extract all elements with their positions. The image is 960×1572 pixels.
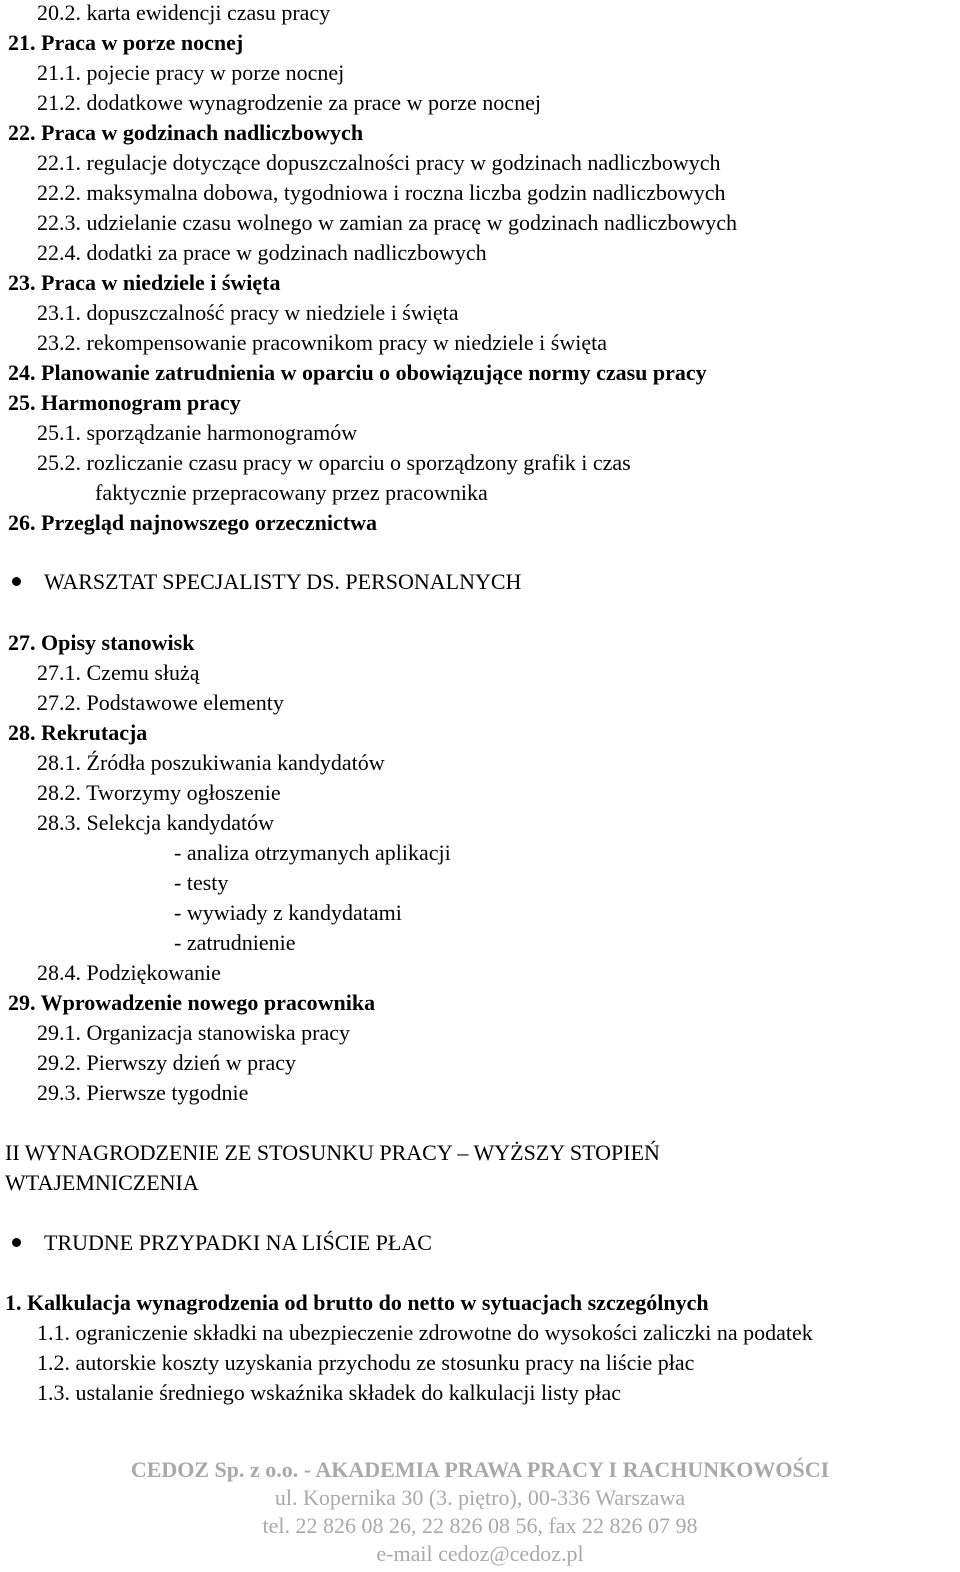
toc-line-21-2: 21.2. dodatkowe wynagrodzenie za prace w porze nocnej bbox=[37, 90, 541, 115]
toc-line-28-2: 28.2. Tworzymy ogłoszenie bbox=[37, 780, 281, 805]
toc-line-23-2: 23.2. rekompensowanie pracownikom pracy w niedziele i święta bbox=[37, 330, 607, 355]
bullet-icon bbox=[12, 577, 21, 586]
toc-line-25-2: 25.2. rozliczanie czasu pracy w oparciu o sporządzony grafik i czas bbox=[37, 450, 631, 475]
toc-heading-26: 26. Przegląd najnowszego orzecznictwa bbox=[8, 510, 378, 535]
toc-line-27-1: 27.1. Czemu służą bbox=[37, 660, 200, 685]
footer-address: ul. Kopernika 30 (3. piętro), 00-336 Warszawa bbox=[274, 1485, 686, 1510]
part-heading-ii: II WYNAGRODZENIE ZE STOSUNKU PRACY – WYŻSZY STOPIEŃ bbox=[5, 1140, 660, 1165]
toc-heading-25: 25. Harmonogram pracy bbox=[8, 390, 241, 415]
section-heading-trudne: TRUDNE PRZYPADKI NA LIŚCIE PŁAC bbox=[44, 1230, 432, 1255]
footer-email: e-mail cedoz@cedoz.pl bbox=[376, 1541, 584, 1566]
toc-line-28-1: 28.1. Źródła poszukiwania kandydatów bbox=[37, 750, 385, 775]
toc-heading-28: 28. Rekrutacja bbox=[8, 720, 148, 745]
toc-subitem: - zatrudnienie bbox=[174, 930, 296, 955]
toc-line-21-1: 21.1. pojecie pracy w porze nocnej bbox=[37, 60, 345, 85]
toc-line-20-2: 20.2. karta ewidencji czasu pracy bbox=[37, 0, 331, 25]
toc-line-22-3: 22.3. udzielanie czasu wolnego w zamian za pracę w godzinach nadliczbowych bbox=[37, 210, 738, 235]
toc-line-25-2-cont: faktycznie przepracowany przez pracownika bbox=[95, 480, 488, 505]
toc-heading-27: 27. Opisy stanowisk bbox=[8, 630, 195, 655]
toc-line-25-1: 25.1. sporządzanie harmonogramów bbox=[37, 420, 358, 445]
toc-line-27-2: 27.2. Podstawowe elementy bbox=[37, 690, 284, 715]
section-heading-warsztat: WARSZTAT SPECJALISTY DS. PERSONALNYCH bbox=[44, 569, 522, 594]
toc-heading-29: 29. Wprowadzenie nowego pracownika bbox=[8, 990, 376, 1015]
toc-line-22-1: 22.1. regulacje dotyczące dopuszczalności pracy w godzinach nadliczbowych bbox=[37, 150, 721, 175]
toc-line-28-3: 28.3. Selekcja kandydatów bbox=[37, 810, 275, 835]
toc-line-1-2: 1.2. autorskie koszty uzyskania przychodu ze stosunku pracy na liście płac bbox=[37, 1350, 695, 1375]
toc-line-29-2: 29.2. Pierwszy dzień w pracy bbox=[37, 1050, 297, 1075]
toc-line-23-1: 23.1. dopuszczalność pracy w niedziele i święta bbox=[37, 300, 459, 325]
toc-line-1-1: 1.1. ograniczenie składki na ubezpieczenie zdrowotne do wysokości zaliczki na podatek bbox=[37, 1320, 813, 1345]
toc-heading-24: 24. Planowanie zatrudnienia w oparciu o obowiązujące normy czasu pracy bbox=[8, 360, 707, 385]
toc-line-29-1: 29.1. Organizacja stanowiska pracy bbox=[37, 1020, 350, 1045]
toc-line-22-2: 22.2. maksymalna dobowa, tygodniowa i roczna liczba godzin nadliczbowych bbox=[37, 180, 726, 205]
footer-company: CEDOZ Sp. z o.o. - AKADEMIA PRAWA PRACY I RACHUNKOWOŚCI bbox=[130, 1457, 830, 1482]
toc-subitem: - testy bbox=[174, 870, 229, 895]
toc-line-22-4: 22.4. dodatki za prace w godzinach nadliczbowych bbox=[37, 240, 487, 265]
toc-subitem: - analiza otrzymanych aplikacji bbox=[174, 840, 451, 865]
toc-heading-1: 1. Kalkulacja wynagrodzenia od brutto do netto w sytuacjach szczególnych bbox=[5, 1290, 709, 1315]
toc-subitem: - wywiady z kandydatami bbox=[174, 900, 402, 925]
toc-heading-23: 23. Praca w niedziele i święta bbox=[8, 270, 281, 295]
part-heading-ii-cont: WTAJEMNICZENIA bbox=[5, 1170, 199, 1195]
toc-line-29-3: 29.3. Pierwsze tygodnie bbox=[37, 1080, 249, 1105]
toc-heading-22: 22. Praca w godzinach nadliczbowych bbox=[8, 120, 364, 145]
toc-heading-21: 21. Praca w porze nocnej bbox=[8, 30, 244, 55]
toc-line-1-3: 1.3. ustalanie średniego wskaźnika składek do kalkulacji listy płac bbox=[37, 1380, 622, 1405]
footer-phone: tel. 22 826 08 26, 22 826 08 56, fax 22 826 07 98 bbox=[262, 1513, 698, 1538]
bullet-icon bbox=[12, 1238, 21, 1247]
toc-line-28-4: 28.4. Podziękowanie bbox=[37, 960, 221, 985]
